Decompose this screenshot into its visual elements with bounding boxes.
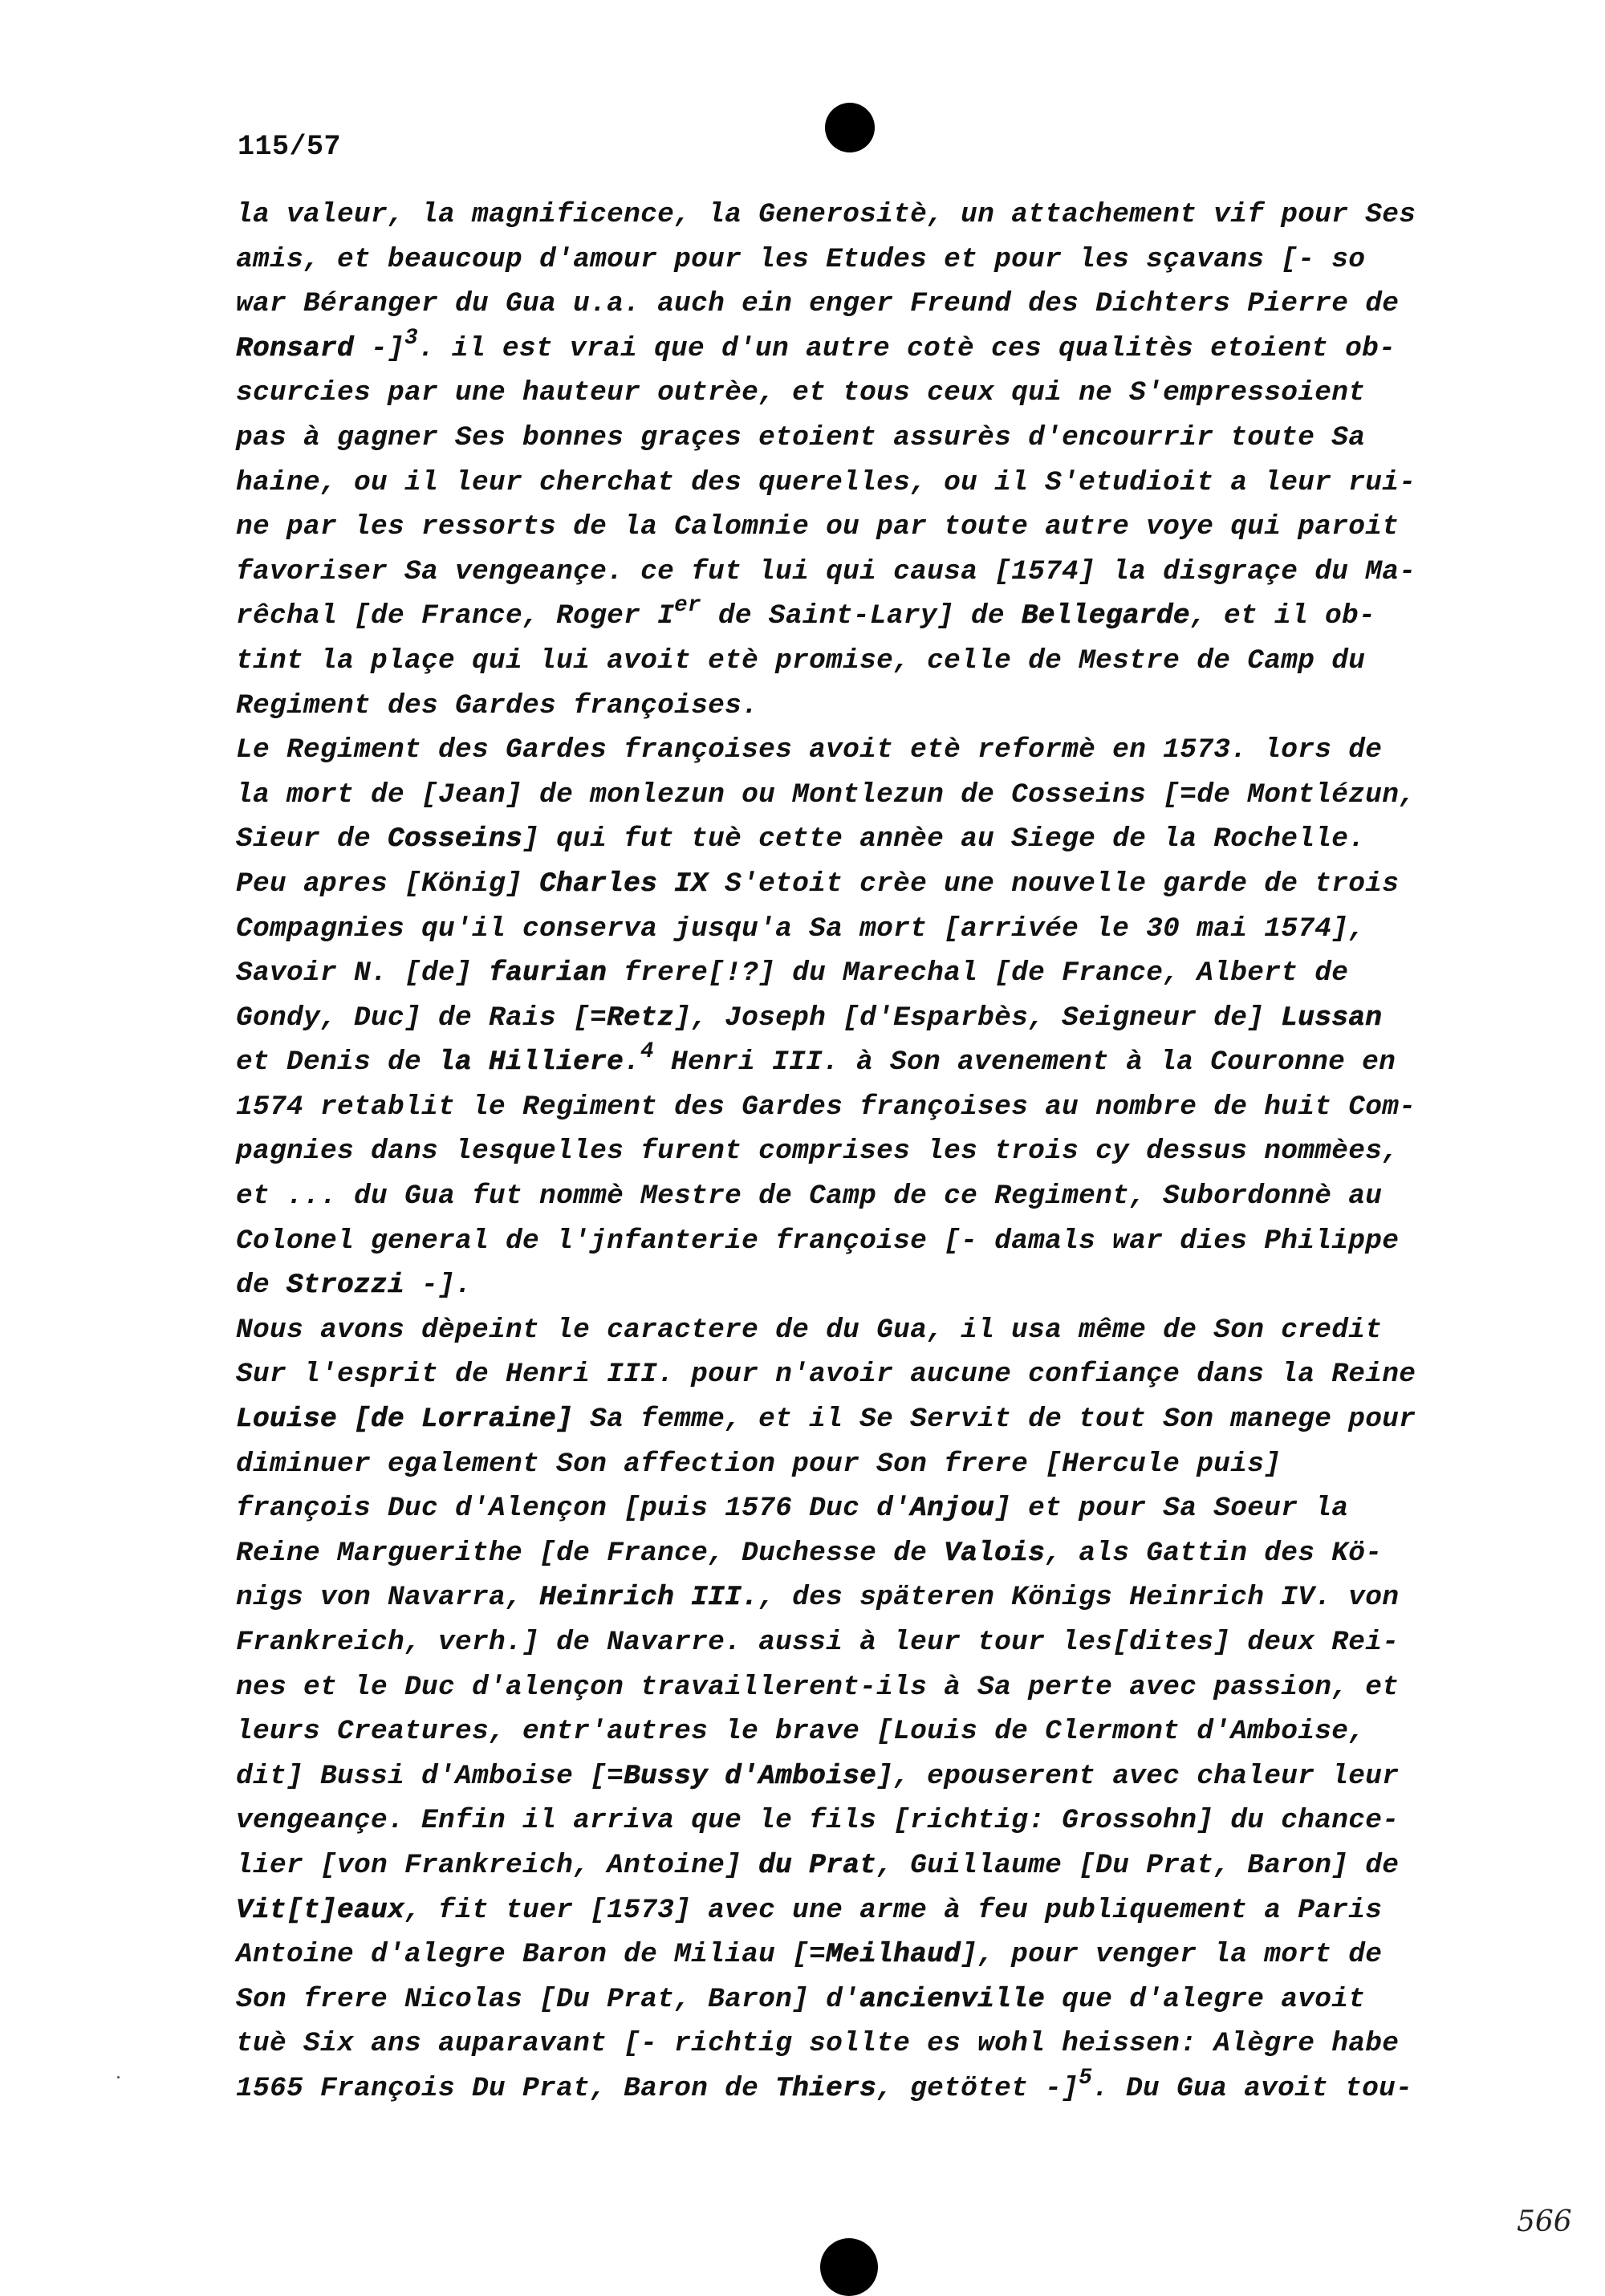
- text-line: [236, 1977, 1480, 2022]
- text-run: ] et pour Sa Soeur la: [994, 1493, 1349, 1525]
- text-run: ne par les ressorts de la Calomnie ou par toute autre voye qui paroit: [236, 511, 1400, 543]
- text-line: [236, 1486, 1480, 1531]
- text-line: [236, 1843, 1480, 1888]
- text-run: frere[!?] du Marechal [de France, Albert de: [607, 957, 1349, 990]
- text-run: diminuer egalement Son affection pour Son frere [Hercule puis]: [236, 1448, 1282, 1480]
- text-run: dit] Bussi d'Amboise [=: [236, 1760, 624, 1792]
- text-run: Sur l'esprit de Henri III. pour n'avoir aucune confiançe dans la Reine: [236, 1359, 1416, 1391]
- text-run: haine, ou il leur cherchat des querelles, ou il S'etudioit a leur rui-: [236, 466, 1416, 498]
- text-run: Colonel general de l'jnfanterie françoise [- damals war dies Philippe: [236, 1225, 1400, 1257]
- text-run: nigs von Navarra,: [236, 1582, 540, 1614]
- footnote-ref: er: [674, 593, 701, 619]
- text-line: [236, 817, 1480, 862]
- text-line: [236, 1442, 1480, 1487]
- text-line: [236, 2066, 1480, 2111]
- text-line: [236, 1308, 1480, 1353]
- text-line: [236, 1888, 1480, 1933]
- text-line: [236, 1174, 1480, 1219]
- text-run: nes et le Duc d'alençon travaillerent-ils à Sa perte avec passion, et: [236, 1671, 1400, 1703]
- text-run: Sa femme, et il Se Servit de tout Son manege pour: [573, 1404, 1416, 1436]
- bold-name: ancienville: [859, 1983, 1046, 2015]
- bold-name: Lussan: [1281, 1002, 1383, 1034]
- bold-name: Cosseins: [388, 823, 523, 855]
- text-line: [236, 594, 1480, 639]
- text-run: Henri III. à Son avenement à la Couronne en: [653, 1046, 1396, 1079]
- bold-name: Heinrich III.: [539, 1582, 759, 1614]
- bold-name: Ronsard: [236, 332, 355, 364]
- text-line: [236, 1531, 1480, 1576]
- text-line: [236, 1352, 1480, 1397]
- text-run: -]: [354, 332, 405, 364]
- text-line: [236, 1665, 1480, 1710]
- text-run: Reine Marguerithe [de France, Duchesse de: [236, 1537, 945, 1569]
- text-run: et Denis de: [236, 1046, 439, 1079]
- text-run: lier [von Frankreich, Antoine]: [236, 1849, 759, 1881]
- text-run: , des späteren Königs Heinrich IV. von: [758, 1582, 1400, 1614]
- footnote-ref: 3: [404, 325, 418, 351]
- text-run: Le Regiment des Gardes françoises avoit etè reformè en 1573. lors de: [236, 734, 1383, 766]
- text-run: Antoine d'alegre Baron de Miliau [=: [236, 1939, 827, 1971]
- text-line: [236, 1932, 1480, 1977]
- text-line: [236, 550, 1480, 595]
- text-line: [236, 1263, 1480, 1308]
- text-line: [236, 193, 1480, 238]
- text-run: de: [236, 1270, 287, 1302]
- text-run: .: [624, 1046, 641, 1079]
- text-run: Son frere Nicolas [Du Prat, Baron] d': [236, 1983, 860, 2015]
- page-number: 115/57: [238, 131, 342, 163]
- text-line: [236, 371, 1480, 416]
- bold-name: Thiers: [775, 2072, 877, 2104]
- text-run: ], pour venger la mort de: [961, 1939, 1383, 1971]
- text-run: . il est vrai que d'un autre cotè ces qualitès etoient ob-: [417, 332, 1396, 364]
- text-run: Frankreich, verh.] de Navarre. aussi à leur tour les[dites] deux Rei-: [236, 1627, 1400, 1658]
- bold-name: du Prat: [758, 1849, 877, 1881]
- text-line: [236, 1397, 1480, 1442]
- text-line: [236, 728, 1480, 773]
- text-run: ], Joseph [d'Esparbès, Seigneur de]: [674, 1002, 1282, 1034]
- bold-name: Bussy d'Amboise: [624, 1760, 877, 1792]
- text-line: [236, 773, 1480, 818]
- text-run: 1574 retablit le Regiment des Gardes françoises au nombre de huit Com-: [236, 1091, 1416, 1123]
- text-run: , getötet -]: [876, 2072, 1079, 2104]
- bold-name: Charles IX: [539, 868, 709, 900]
- text-line: [236, 996, 1480, 1041]
- text-run: tint la plaçe qui lui avoit etè promise, celle de Mestre de Camp du: [236, 644, 1366, 677]
- text-run: ], epouserent avec chaleur leur: [876, 1760, 1400, 1792]
- text-run: rêchal [de France, Roger I: [236, 600, 675, 632]
- text-run: Peu apres [König]: [236, 868, 540, 900]
- text-line: [236, 505, 1480, 550]
- bold-name: Bellegarde: [1021, 600, 1190, 632]
- text-run: , Guillaume [Du Prat, Baron] de: [876, 1849, 1400, 1881]
- text-line: [236, 907, 1480, 952]
- text-line: [236, 1620, 1480, 1665]
- text-run: -].: [404, 1270, 473, 1302]
- text-line: [236, 1754, 1480, 1799]
- text-line: [236, 1709, 1480, 1754]
- text-run: 1565 François Du Prat, Baron de: [236, 2072, 776, 2104]
- text-run: , et il ob-: [1189, 600, 1375, 632]
- text-line: [236, 238, 1480, 282]
- text-line: [236, 1219, 1480, 1264]
- footnote-ref: 5: [1079, 2065, 1093, 2091]
- bold-name: Meilhaud: [826, 1939, 961, 1971]
- scan-speck: [117, 2076, 120, 2079]
- text-run: vengeançe. Enfin il arriva que le fils [richtig: Grossohn] du chance-: [236, 1805, 1400, 1837]
- text-run: Compagnies qu'il conserva jusqu'a Sa mort [arrivée le 30 mai 1574],: [236, 912, 1366, 945]
- text-run: tuè Six ans auparavant [- richtig sollte es wohl heissen: Alègre habe: [236, 2028, 1400, 2060]
- text-run: et ... du Gua fut nommè Mestre de Camp de ce Regiment, Subordonnè au: [236, 1181, 1383, 1213]
- punch-hole-top: [825, 103, 875, 152]
- text-run: Gondy, Duc] de Rais [=: [236, 1002, 607, 1034]
- text-line: [236, 327, 1480, 372]
- text-run: scurcies par une hauteur outrèe, et tous ceux qui ne S'empressoient: [236, 377, 1366, 409]
- text-run: que d'alegre avoit: [1045, 1983, 1366, 2015]
- text-line: [236, 951, 1480, 996]
- text-line: [236, 1085, 1480, 1130]
- text-run: Nous avons dèpeint le caractere de du Gua, il usa même de Son credit: [236, 1314, 1383, 1346]
- text-run: ] qui fut tuè cette annèe au Siege de la Rochelle.: [522, 823, 1366, 855]
- text-run: , fit tuer [1573] avec une arme à feu publiquement a Paris: [404, 1894, 1383, 1926]
- text-line: [236, 684, 1480, 729]
- text-run: la valeur, la magnificence, la Generositè, un attachement vif pour Ses: [236, 199, 1416, 230]
- text-line: [236, 1040, 1480, 1085]
- text-run: françois Duc d'Alençon [puis 1576 Duc d': [236, 1493, 911, 1525]
- text-line: [236, 2022, 1480, 2066]
- text-run: S'etoit crèe une nouvelle garde de trois: [708, 868, 1400, 900]
- text-line: [236, 1575, 1480, 1620]
- footnote-ref: 4: [640, 1039, 654, 1065]
- text-run: , als Gattin des Kö-: [1045, 1537, 1383, 1569]
- bold-name: Louise [de Lorraine]: [236, 1404, 574, 1436]
- bold-name: Valois: [944, 1537, 1046, 1569]
- bold-name: Strozzi: [286, 1270, 405, 1302]
- text-run: pagnies dans lesquelles furent comprises les trois cy dessus nommèes,: [236, 1136, 1400, 1168]
- bold-name: Anjou: [910, 1493, 995, 1525]
- text-line: [236, 862, 1480, 907]
- text-run: Sieur de: [236, 823, 388, 855]
- text-run: amis, et beaucoup d'amour pour les Etudes et pour les sçavans [- so: [236, 243, 1366, 275]
- body-text: [236, 193, 1480, 2111]
- text-run: war Béranger du Gua u.a. auch ein enger Freund des Dichters Pierre de: [236, 288, 1400, 320]
- text-line: [236, 461, 1480, 506]
- bold-name: la Hilliere: [438, 1046, 624, 1079]
- text-run: la mort de [Jean] de monlezun ou Montlezun de Cosseins [=de Montlézun,: [236, 778, 1416, 811]
- text-line: [236, 1798, 1480, 1843]
- bold-name: faurian: [489, 957, 607, 990]
- bold-name: Vit[t]eaux: [236, 1894, 405, 1926]
- text-line: [236, 416, 1480, 461]
- text-line: [236, 639, 1480, 684]
- text-run: . Du Gua avoit tou-: [1092, 2072, 1413, 2104]
- text-line: [236, 282, 1480, 327]
- text-run: favoriser Sa vengeançe. ce fut lui qui causa [1574] la disgraçe du Ma-: [236, 555, 1416, 587]
- text-run: Regiment des Gardes françoises.: [236, 689, 759, 721]
- text-line: [236, 1129, 1480, 1174]
- text-run: leurs Creatures, entr'autres le brave [Louis de Clermont d'Amboise,: [236, 1716, 1366, 1748]
- text-run: de Saint-Lary] de: [701, 600, 1022, 632]
- punch-hole-bottom: [820, 2238, 878, 2296]
- text-run: Savoir N. [de]: [236, 957, 490, 990]
- handwritten-folio-number: 566: [1517, 2205, 1572, 2238]
- text-run: pas à gagner Ses bonnes graçes etoient assurès d'encourrir toute Sa: [236, 421, 1366, 453]
- bold-name: Retz: [607, 1002, 675, 1034]
